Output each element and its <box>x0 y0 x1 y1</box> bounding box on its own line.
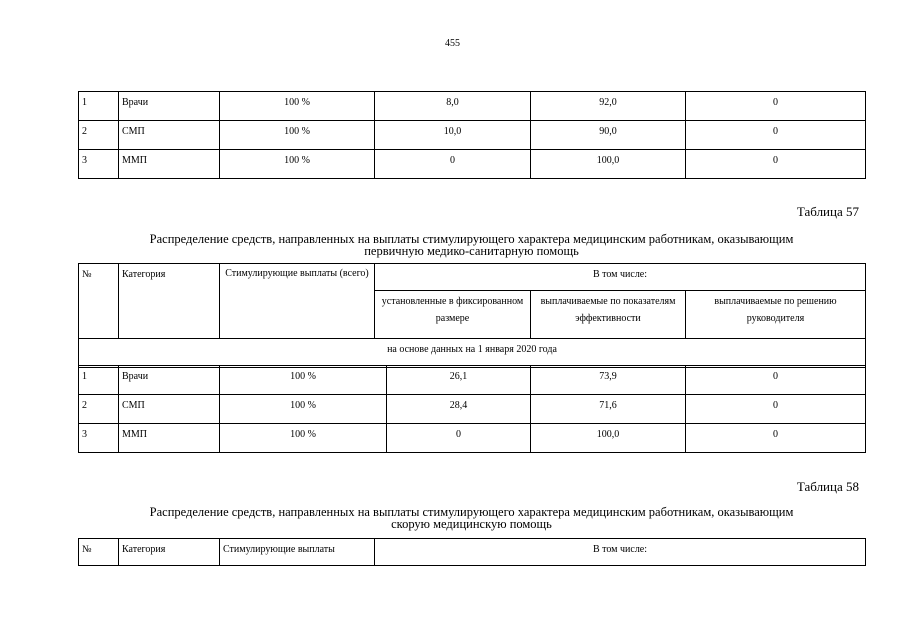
header-including: В том числе: <box>375 264 866 291</box>
table-58-title <box>78 506 865 530</box>
header-total: Стимулирующие выплаты (всего) <box>220 264 375 339</box>
row-number: 3 <box>79 150 119 179</box>
row-fixed: 0 <box>387 424 531 453</box>
row-manager: 0 <box>686 92 866 121</box>
table-row <box>79 92 866 121</box>
table-57-data <box>78 365 866 453</box>
table-row <box>79 121 866 150</box>
table-57 <box>78 263 866 368</box>
row-efficiency: 92,0 <box>531 92 686 121</box>
row-fixed: 28,4 <box>387 395 531 424</box>
table-58-title-line2: скорую медицинскую помощь <box>391 517 552 531</box>
row-manager: 0 <box>686 395 866 424</box>
table-header-row <box>79 264 866 291</box>
row-efficiency: 100,0 <box>531 424 686 453</box>
continuation-table <box>78 91 866 179</box>
row-category: Врачи <box>119 92 220 121</box>
header-total: Стимулирующие выплаты <box>220 539 375 566</box>
row-total: 100 % <box>220 92 375 121</box>
row-number: 1 <box>79 366 119 395</box>
row-efficiency: 90,0 <box>531 121 686 150</box>
row-category: ММП <box>119 150 220 179</box>
row-category: Врачи <box>119 366 220 395</box>
table-57-title <box>78 233 865 257</box>
row-number: 1 <box>79 92 119 121</box>
table-row <box>79 366 866 395</box>
row-category: СМП <box>119 395 220 424</box>
header-num: № <box>79 264 119 339</box>
header-efficiency: выплачиваемые по показателям эффективности <box>531 290 686 338</box>
header-including: В том числе: <box>375 539 866 566</box>
row-fixed: 26,1 <box>387 366 531 395</box>
header-num: № <box>79 539 119 566</box>
header-category: Категория <box>119 264 220 339</box>
row-manager: 0 <box>686 424 866 453</box>
table-header-row <box>79 539 866 566</box>
table-58-title-line1: Распределение средств, направленных на выплаты стимулирующего характера медицинским работникам, оказывающим <box>149 505 794 519</box>
row-fixed: 10,0 <box>375 121 531 150</box>
row-number: 3 <box>79 424 119 453</box>
section-label: на основе данных на 1 января 2020 года <box>79 339 866 368</box>
row-efficiency: 100,0 <box>531 150 686 179</box>
row-number: 2 <box>79 395 119 424</box>
row-category: ММП <box>119 424 220 453</box>
row-manager: 0 <box>686 121 866 150</box>
row-total: 100 % <box>220 424 387 453</box>
table-row <box>79 395 866 424</box>
row-category: СМП <box>119 121 220 150</box>
row-efficiency: 71,6 <box>531 395 686 424</box>
table-57-caption: Таблица 57 <box>796 204 859 219</box>
row-fixed: 0 <box>375 150 531 179</box>
table-58-caption: Таблица 58 <box>796 479 859 494</box>
page-number: 455 <box>445 38 460 49</box>
table-row <box>79 424 866 453</box>
row-fixed: 8,0 <box>375 92 531 121</box>
row-efficiency: 73,9 <box>531 366 686 395</box>
row-total: 100 % <box>220 395 387 424</box>
row-manager: 0 <box>686 150 866 179</box>
row-total: 100 % <box>220 121 375 150</box>
header-manager: выплачиваемые по решению руководителя <box>686 290 866 338</box>
header-category: Категория <box>119 539 220 566</box>
table-row <box>79 150 866 179</box>
table-58 <box>78 538 866 566</box>
row-manager: 0 <box>686 366 866 395</box>
row-number: 2 <box>79 121 119 150</box>
section-row <box>79 339 866 368</box>
table-57-title-line2: первичную медико-санитарную помощь <box>364 244 579 258</box>
row-total: 100 % <box>220 366 387 395</box>
row-total: 100 % <box>220 150 375 179</box>
header-fixed: установленные в фиксированном размере <box>375 290 531 338</box>
table-57-title-line1: Распределение средств, направленных на выплаты стимулирующего характера медицинским работникам, оказывающим <box>149 232 794 246</box>
